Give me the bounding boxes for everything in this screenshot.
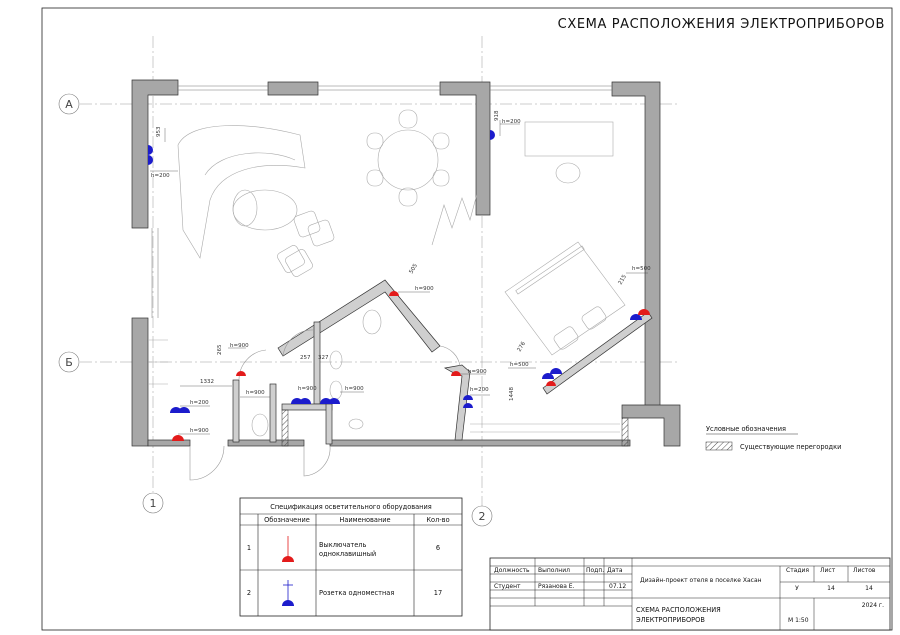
dim-value: 1448 bbox=[509, 387, 515, 401]
stamp-position: Студент bbox=[494, 583, 521, 590]
stamp-project: Дизайн-проект отеля в поселке Хасан bbox=[640, 577, 762, 584]
dim-label: h=500 bbox=[632, 266, 651, 272]
legend-title: Условные обозначения bbox=[706, 425, 786, 433]
dim-label: h=200 bbox=[502, 119, 521, 125]
dim-value: 276 bbox=[516, 340, 527, 353]
dim-value: 215 bbox=[617, 273, 628, 286]
stamp-scale: М 1:50 bbox=[788, 617, 809, 624]
socket-icon bbox=[299, 398, 311, 404]
hatch-swatch bbox=[706, 442, 732, 450]
spec-title: Спецификация осветительного оборудования bbox=[270, 503, 432, 511]
spec-row-qty: 6 bbox=[435, 544, 441, 552]
exterior-walls bbox=[132, 80, 680, 446]
title-block bbox=[490, 558, 890, 630]
socket-icon bbox=[550, 368, 562, 374]
axis-markers bbox=[59, 94, 492, 526]
dim-label: h=900 bbox=[345, 386, 364, 392]
stamp-header-date: Дата bbox=[607, 567, 623, 574]
dim-label: h=200 bbox=[190, 400, 209, 406]
dim-value: 265 bbox=[217, 344, 223, 355]
socket-icon bbox=[178, 407, 190, 413]
spec-header: Кол-во bbox=[426, 516, 450, 524]
stamp-drawing-title: ЭЛЕКТРОПРИБОРОВ bbox=[636, 616, 705, 624]
stamp-header-sheet: Лист bbox=[820, 567, 836, 574]
spec-row-name: Розетка одноместная bbox=[319, 589, 395, 597]
stamp-drawing-title: СХЕМА РАСПОЛОЖЕНИЯ bbox=[636, 606, 721, 614]
socket-icon bbox=[148, 155, 153, 165]
stamp-stage: У bbox=[795, 585, 799, 592]
switch-icon bbox=[236, 371, 246, 376]
dim-value: 505 bbox=[408, 262, 419, 275]
dim-label: h=900 bbox=[468, 369, 487, 375]
dimension-values bbox=[156, 110, 628, 401]
spec-row-name: Выключатель bbox=[319, 541, 367, 549]
axis-label-2: 2 bbox=[478, 510, 486, 523]
spec-header: Наименование bbox=[339, 516, 391, 524]
height-labels bbox=[151, 119, 651, 434]
switch-icon bbox=[172, 435, 184, 441]
stamp-header-sign: Подп. bbox=[586, 567, 605, 574]
stamp-date: 07.12 bbox=[609, 583, 627, 590]
dim-label: h=900 bbox=[230, 343, 249, 349]
stamp-sheets: 14 bbox=[865, 585, 873, 592]
spec-row-num: 2 bbox=[246, 589, 252, 597]
stamp-header-stage: Стадия bbox=[786, 567, 810, 574]
stamp-exec: Рязанова Е. bbox=[538, 583, 575, 590]
sheet-frame bbox=[42, 8, 892, 630]
spec-row-num: 1 bbox=[246, 544, 252, 552]
spec-header: Обозначение bbox=[264, 516, 310, 524]
stamp-year: 2024 г. bbox=[861, 602, 884, 609]
axis-label-b: Б bbox=[65, 356, 73, 369]
dim-label: h=900 bbox=[298, 386, 317, 392]
dim-value: 327 bbox=[318, 355, 329, 361]
dim-label: h=200 bbox=[470, 387, 489, 393]
dim-label: h=900 bbox=[415, 286, 434, 292]
stamp-header-sheets: Листов bbox=[853, 567, 876, 574]
dim-label: h=900 bbox=[190, 428, 209, 434]
dim-value: 1332 bbox=[200, 379, 214, 385]
stamp-header-position: Должность bbox=[494, 567, 530, 574]
legend bbox=[706, 425, 841, 451]
dim-value: 918 bbox=[494, 110, 500, 121]
axis-lines bbox=[80, 36, 680, 508]
spec-row-name: одноклавишный bbox=[319, 550, 377, 558]
devices bbox=[148, 130, 650, 441]
socket-icon bbox=[148, 145, 153, 155]
socket-icon bbox=[328, 398, 340, 404]
spec-table bbox=[240, 498, 462, 616]
stamp-header-exec: Выполнил bbox=[538, 567, 570, 574]
sheet-title: СХЕМА РАСПОЛОЖЕНИЯ ЭЛЕКТРОПРИБОРОВ bbox=[557, 17, 885, 32]
dim-value: 257 bbox=[300, 355, 311, 361]
dim-label: h=200 bbox=[151, 173, 170, 179]
dimension-leaders bbox=[150, 120, 648, 434]
dim-value: 953 bbox=[156, 126, 162, 137]
legend-item: Существующие перегородки bbox=[740, 443, 842, 451]
dim-label: h=900 bbox=[246, 390, 265, 396]
stamp-sheet: 14 bbox=[827, 585, 835, 592]
socket-icon bbox=[490, 130, 495, 140]
spec-row-qty: 17 bbox=[433, 589, 443, 597]
axis-label-1: 1 bbox=[149, 497, 157, 510]
dim-label: h=500 bbox=[510, 362, 529, 368]
axis-label-a: А bbox=[65, 98, 73, 111]
